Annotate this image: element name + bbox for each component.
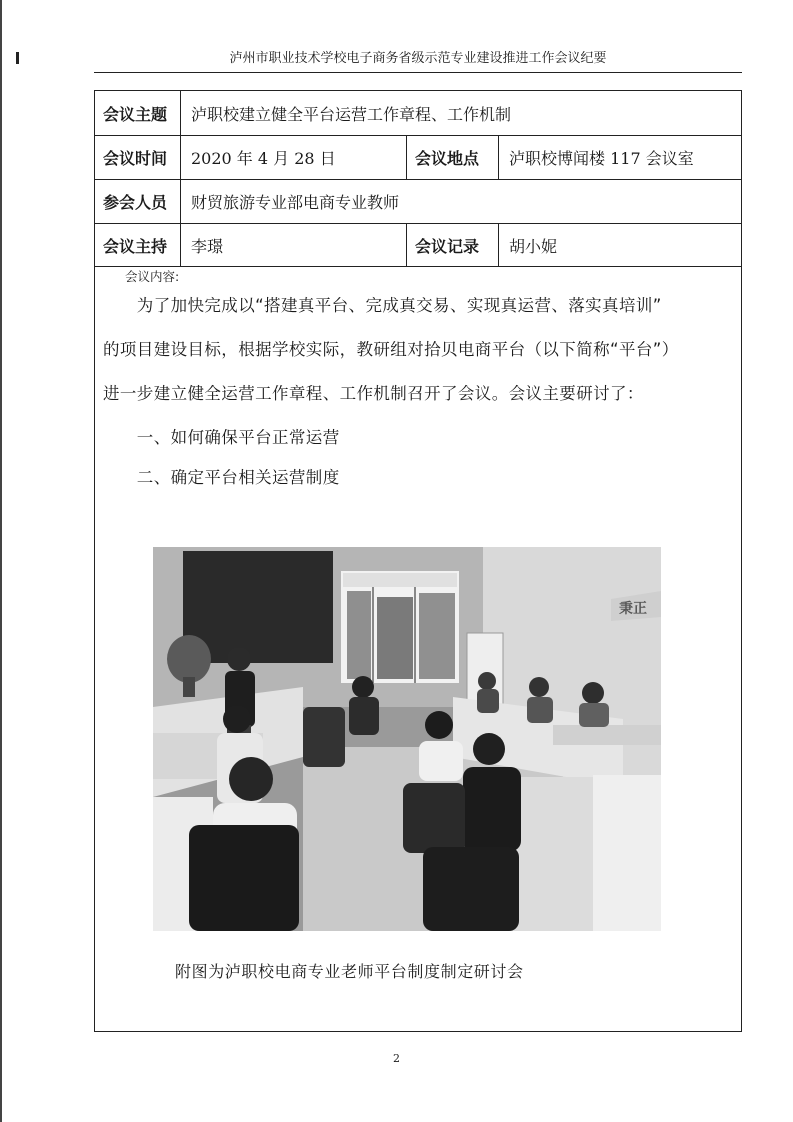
meeting-photo [153, 547, 661, 931]
content-line-3: 进一步建立健全运营工作章程、工作机制召开了会议。会议主要研讨了： [103, 384, 644, 403]
host-value: 李璟 [181, 224, 407, 266]
attendees-value: 财贸旅游专业部电商专业教师 [191, 193, 400, 212]
content-label: 会议内容: [125, 269, 180, 284]
topic-label: 会议主题 [95, 91, 181, 135]
attendees-label: 参会人员 [95, 180, 181, 223]
content-line-5: 二、确定平台相关运营制度 [103, 468, 340, 487]
time-row [95, 136, 741, 180]
host-row [95, 224, 741, 267]
time-value: 2020 年 4 月 28 日 [181, 136, 407, 179]
scan-mark [16, 52, 19, 64]
header-rule [94, 72, 742, 73]
topic-row [95, 91, 741, 136]
attendees-row [95, 180, 741, 224]
time-label: 会议时间 [95, 136, 181, 179]
place-label: 会议地点 [407, 136, 499, 179]
content-line-2: 的项目建设目标，根据学校实际，教研组对拾贝电商平台（以下简称“平台”） [103, 340, 679, 359]
page-header: 泸州市职业技术学校电子商务省级示范专业建设推进工作会议纪要 [229, 51, 607, 66]
topic-value: 泸职校建立健全平台运营工作章程、工作机制 [191, 104, 512, 124]
recorder-label: 会议记录 [407, 224, 499, 266]
wall-sign-text: 秉正 [619, 601, 647, 617]
page-number: 2 [393, 1052, 400, 1065]
content-line-4: 一、如何确保平台正常运营 [103, 428, 340, 447]
content-line-1: 为了加快完成以“搭建真平台、完成真交易、实现真运营、落实真培训” [103, 296, 662, 315]
photo-caption: 附图为泸职校电商专业老师平台制度制定研讨会 [175, 962, 524, 981]
place-value: 泸职校博闻楼 117 会议室 [509, 149, 694, 168]
recorder-value: 胡小妮 [509, 236, 558, 256]
minutes-table [94, 90, 742, 1032]
scan-edge [0, 0, 2, 1122]
host-label: 会议主持 [95, 224, 181, 266]
